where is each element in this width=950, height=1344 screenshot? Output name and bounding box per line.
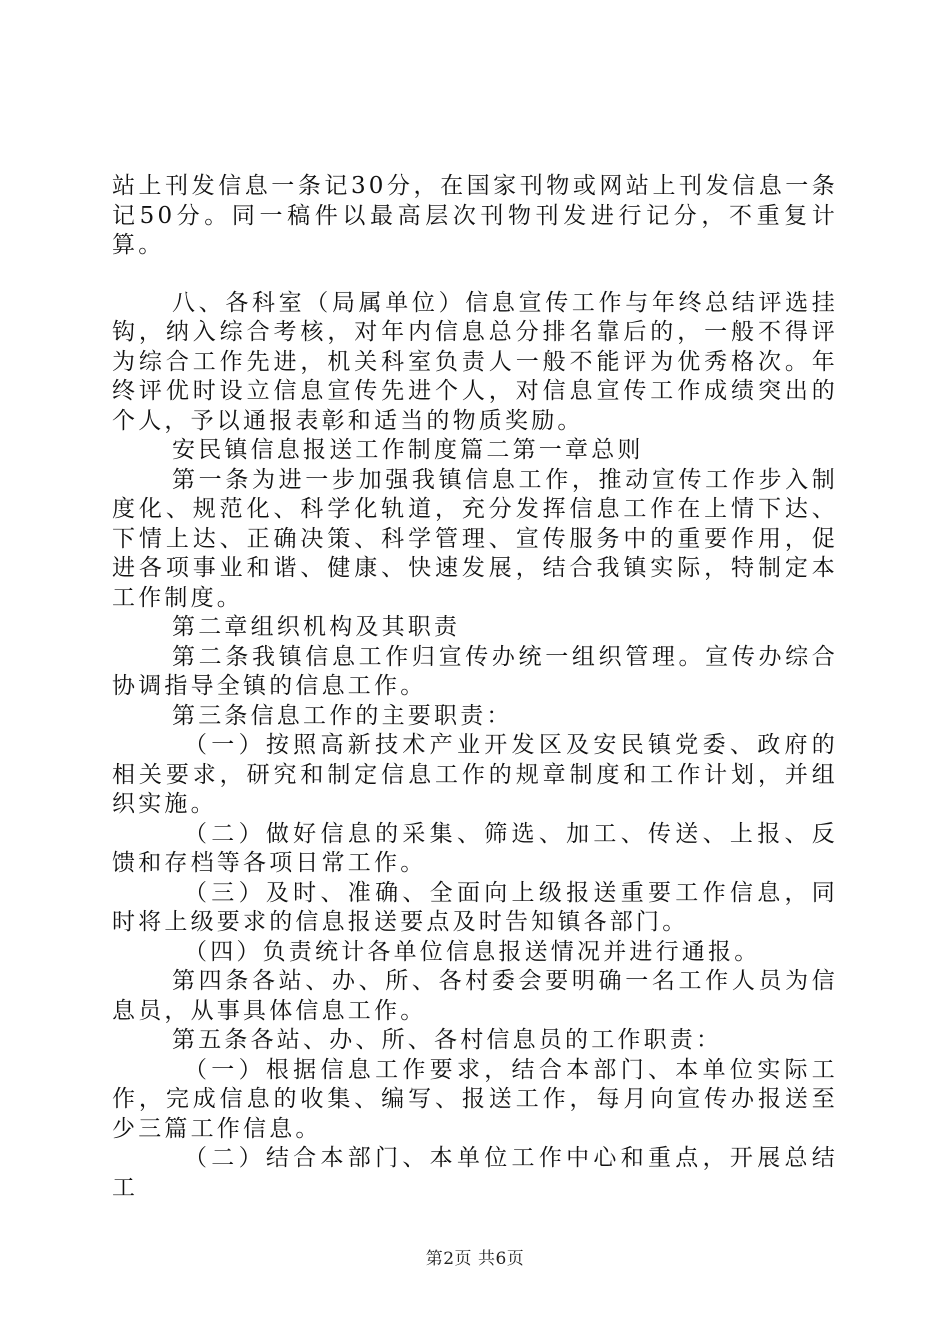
- paragraph-article-2: 第二条我镇信息工作归宣传办统一组织管理。宣传办综合协调指导全镇的信息工作。: [112, 643, 838, 699]
- list-item-officer-duty-1: （一）根据信息工作要求，结合本部门、本单位实际工作，完成信息的收集、编写、报送工作，每月向宣传办报送至少三篇工作信息。: [112, 1056, 838, 1142]
- section-heading-chapter-two: 第二章组织机构及其职责: [172, 614, 461, 640]
- paragraph-article-eight: 八、各科室（局属单位）信息宣传工作与年终总结评选挂钩，纳入综合考核，对年内信息总分排名靠后的，一般不得评为综合工作先进，机关科室负责人一般不能评为优秀格次。年终评优时设立信息宣传先进个人，对信息宣传工作成绩突出的个人，予以通报表彰和适当的物质奖励。: [112, 289, 838, 434]
- list-item-duty-1: （一）按照高新技术产业开发区及安民镇党委、政府的相关要求，研究和制定信息工作的规章制度和工作计划，并组织实施。: [112, 732, 838, 817]
- paragraph-article-5: 第五条各站、办、所、各村信息员的工作职责：: [172, 1027, 723, 1053]
- document-body: [112, 172, 838, 1203]
- list-item-officer-duty-2: （二）结合本部门、本单位工作中心和重点，开展总结工: [112, 1145, 838, 1201]
- paragraph-article-4: 第四条各站、办、所、各村委会要明确一名工作人员为信息员，从事具体信息工作。: [112, 968, 838, 1024]
- list-item-duty-2: （二）做好信息的采集、筛选、加工、传送、上报、反馈和存档等各项日常工作。: [112, 820, 838, 876]
- list-item-duty-3: （三）及时、准确、全面向上级报送重要工作信息，同时将上级要求的信息报送要点及时告知镇各部门。: [112, 879, 838, 935]
- list-item-duty-4: （四）负责统计各单位信息报送情况并进行通报。: [184, 938, 761, 965]
- paragraph-article-1: 第一条为进一步加强我镇信息工作，推动宣传工作步入制度化、规范化、科学化轨道，充分发挥信息工作在上情下达、下情上达、正确决策、科学管理、宣传服务中的重要作用，促进各项事业和谐、健康、快速发展，结合我镇实际，特制定本工作制度。: [112, 466, 838, 611]
- paragraph-continuation: 站上刊发信息一条记30分，在国家刊物或网站上刊发信息一条记50分。同一稿件以最高层次刊物刊发进行记分，不重复计算。: [112, 173, 838, 258]
- paragraph-gap: [112, 261, 838, 289]
- page-number-footer: 第2页 共6页: [425, 1249, 525, 1269]
- paragraph-article-3: 第三条信息工作的主要职责：: [172, 702, 513, 729]
- section-heading-chapter-one: 安民镇信息报送工作制度篇二第一章总则: [172, 437, 644, 463]
